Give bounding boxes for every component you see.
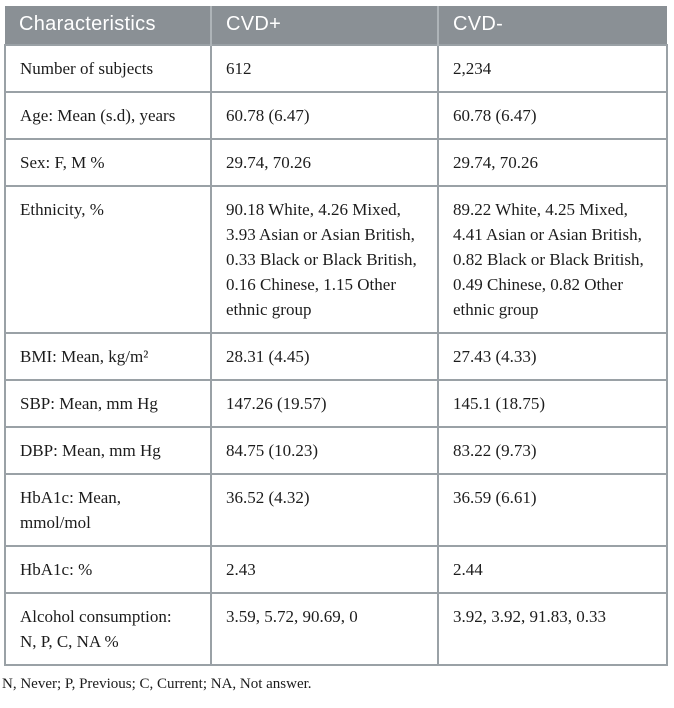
cvd-negative-value-cell: 60.78 (6.47) [438,92,667,139]
cvd-negative-value-cell: 27.43 (4.33) [438,333,667,380]
row-label-cell: Number of subjects [5,45,211,92]
table-row [5,45,667,92]
cvd-positive-value-cell: 29.74, 70.26 [211,139,438,186]
cvd-negative-value-cell: 29.74, 70.26 [438,139,667,186]
table-row [5,380,667,427]
cvd-positive-value-cell: 147.26 (19.57) [211,380,438,427]
table-row [5,186,667,333]
cvd-negative-value-cell: 3.92, 3.92, 91.83, 0.33 [438,593,667,665]
table-row [5,427,667,474]
cvd-negative-value-cell: 145.1 (18.75) [438,380,667,427]
row-label-cell: HbA1c: Mean, mmol/mol [5,474,211,546]
header-row [5,6,667,45]
table-row [5,333,667,380]
row-label-cell: DBP: Mean, mm Hg [5,427,211,474]
table-row [5,546,667,593]
cvd-positive-value-cell: 3.59, 5.72, 90.69, 0 [211,593,438,665]
table-row [5,474,667,546]
table-header [5,6,667,45]
cvd-negative-value-cell: 36.59 (6.61) [438,474,667,546]
cvd-positive-value-cell: 84.75 (10.23) [211,427,438,474]
characteristics-table [4,6,668,666]
column-header-cvd-positive: CVD+ [211,6,438,45]
row-label-cell: BMI: Mean, kg/m² [5,333,211,380]
row-label-cell: Sex: F, M % [5,139,211,186]
table-row [5,593,667,665]
column-header-characteristics: Characteristics [5,6,211,45]
row-label-cell: Alcohol consumption: N, P, C, NA % [5,593,211,665]
table-row [5,139,667,186]
cvd-negative-value-cell: 89.22 White, 4.25 Mixed, 4.41 Asian or Asian British, 0.82 Black or Black British, 0.49 Chinese, 0.82 Other ethnic group [438,186,667,333]
cvd-positive-value-cell: 90.18 White, 4.26 Mixed, 3.93 Asian or Asian British, 0.33 Black or Black British, 0.16 Chinese, 1.15 Other ethnic group [211,186,438,333]
cvd-positive-value-cell: 60.78 (6.47) [211,92,438,139]
row-label-cell: Age: Mean (s.d), years [5,92,211,139]
cvd-negative-value-cell: 2,234 [438,45,667,92]
cvd-positive-value-cell: 28.31 (4.45) [211,333,438,380]
row-label-cell: HbA1c: % [5,546,211,593]
row-label-cell: SBP: Mean, mm Hg [5,380,211,427]
column-header-cvd-negative: CVD- [438,6,667,45]
cvd-negative-value-cell: 2.44 [438,546,667,593]
table-body [5,45,667,665]
cvd-positive-value-cell: 36.52 (4.32) [211,474,438,546]
row-label-cell: Ethnicity, % [5,186,211,333]
cvd-positive-value-cell: 2.43 [211,546,438,593]
cvd-negative-value-cell: 83.22 (9.73) [438,427,667,474]
table-footnote: N, Never; P, Previous; C, Current; NA, Not answer. [2,676,312,692]
cvd-positive-value-cell: 612 [211,45,438,92]
table-row [5,92,667,139]
